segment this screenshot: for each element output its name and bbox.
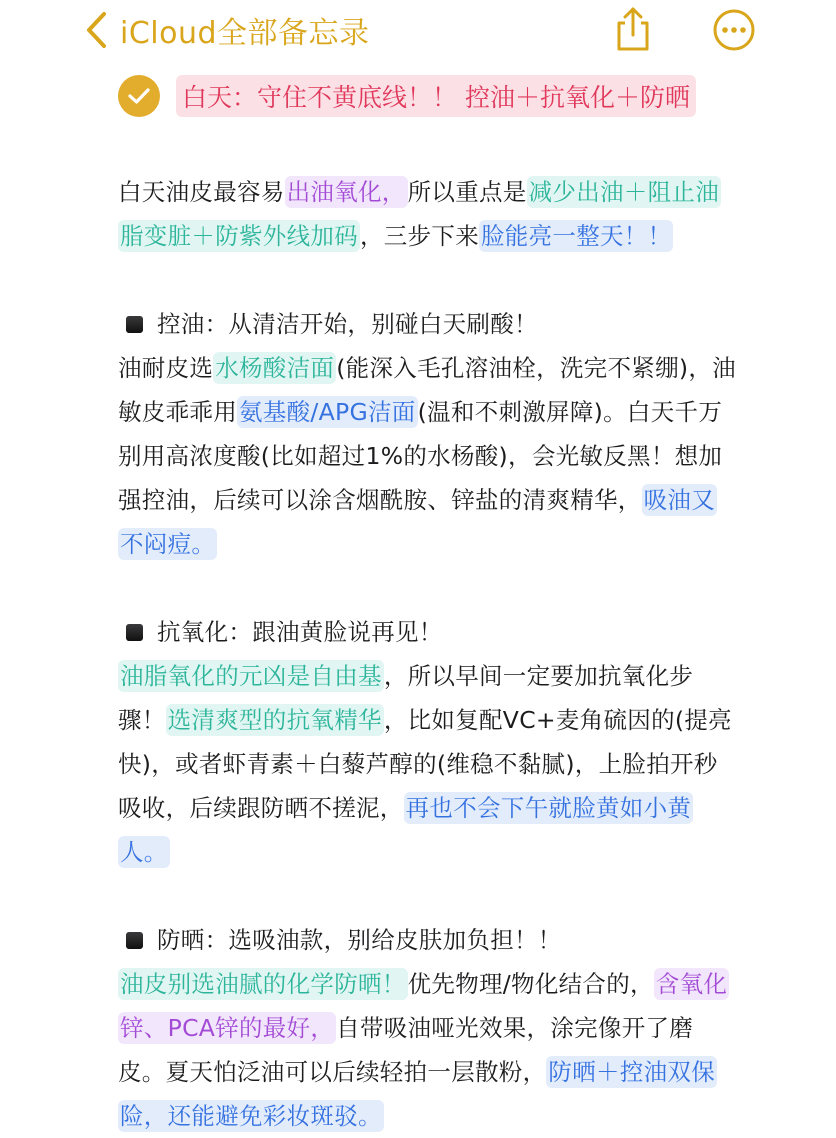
highlight-teal: 水杨酸洁面 bbox=[215, 354, 335, 382]
intro-paragraph: 白天油皮最容易出油氧化，所以重点是减少出油＋阻止油脂变脏＋防紫外线加码，三步下来脸能亮一整天！！ bbox=[118, 178, 720, 250]
square-bullet-icon bbox=[126, 316, 143, 333]
section-control-oil: 控油：从清洁开始，别碰白天刷酸！ 油耐皮选水杨酸洁面(能深入毛孔溶油栓，洗完不紧绷)，油敏皮乖乖用氨基酸/APG洁面(温和不刺激屏障)。白天千万别用高浓度酸(比如超过1%的水杨酸)，会光敏反黑！想加强控油，后续可以涂含烟酰胺、锌盐的清爽精华，吸油又不闷痘。 bbox=[118, 310, 736, 558]
section-heading: 抗氧化：跟油黄脸说再见！ bbox=[157, 618, 443, 646]
nav-bar bbox=[0, 0, 836, 60]
back-button[interactable] bbox=[84, 8, 370, 52]
section-antioxidant: 抗氧化：跟油黄脸说再见！ 油脂氧化的元凶是自由基，所以早间一定要加抗氧化步骤！选清爽型的抗氧精华，比如复配VC+麦角硫因的(提亮快)，或者虾青素＋白藜芦醇的(维稳不黏腻)，上脸拍开秒吸收，后续跟防晒不搓泥，再也不会下午就脸黄如小黄人。 bbox=[118, 618, 732, 866]
square-bullet-icon bbox=[126, 624, 143, 641]
highlight-teal: 油脂氧化的元凶是自由基 bbox=[120, 662, 382, 690]
back-label: iCloud全部备忘录 bbox=[120, 16, 370, 51]
share-icon[interactable] bbox=[612, 6, 654, 52]
highlight-purple: 出油氧化， bbox=[286, 178, 406, 206]
highlight-teal: 选清爽型的抗氧精华 bbox=[167, 706, 382, 734]
checkmark-icon[interactable] bbox=[118, 75, 160, 117]
highlight-blue: 吸油又不闷痘。 bbox=[120, 486, 716, 558]
square-bullet-icon bbox=[126, 932, 143, 949]
highlight-blue: 氨基酸/APG洁面 bbox=[239, 398, 416, 426]
note-title: 白天：守住不黄底线！！ 控油＋抗氧化＋防晒 bbox=[176, 75, 696, 117]
chevron-left-icon bbox=[84, 10, 110, 50]
more-icon[interactable] bbox=[712, 8, 756, 52]
highlight-purple: 含氧化锌、PCA锌的最好， bbox=[120, 970, 728, 1042]
section-heading: 控油：从清洁开始，别碰白天刷酸！ bbox=[157, 310, 538, 338]
section-heading: 防晒：选吸油款，别给皮肤加负担！！ bbox=[157, 926, 562, 954]
highlight-teal: 减少出油＋阻止油脂变脏＋防紫外线加码 bbox=[120, 178, 720, 250]
note-body[interactable] bbox=[118, 170, 738, 1138]
highlight-blue: 防晒＋控油双保险，还能避免彩妆斑驳。 bbox=[120, 1058, 716, 1130]
highlight-blue: 再也不会下午就脸黄如小黄人。 bbox=[120, 794, 692, 866]
section-sunscreen: 防晒：选吸油款，别给皮肤加负担！！ 油皮别选油腻的化学防晒！优先物理/物化结合的，含氧化锌、PCA锌的最好，自带吸油哑光效果，涂完像开了磨皮。夏天怕泛油可以后续轻拍一层散粉，防晒＋控油双保险，还能避免彩妆斑驳。 bbox=[118, 926, 728, 1130]
highlight-blue: 脸能亮一整天！！ bbox=[481, 222, 672, 250]
checklist-row bbox=[118, 75, 696, 117]
highlight-teal: 油皮别选油腻的化学防晒！ bbox=[120, 970, 406, 998]
